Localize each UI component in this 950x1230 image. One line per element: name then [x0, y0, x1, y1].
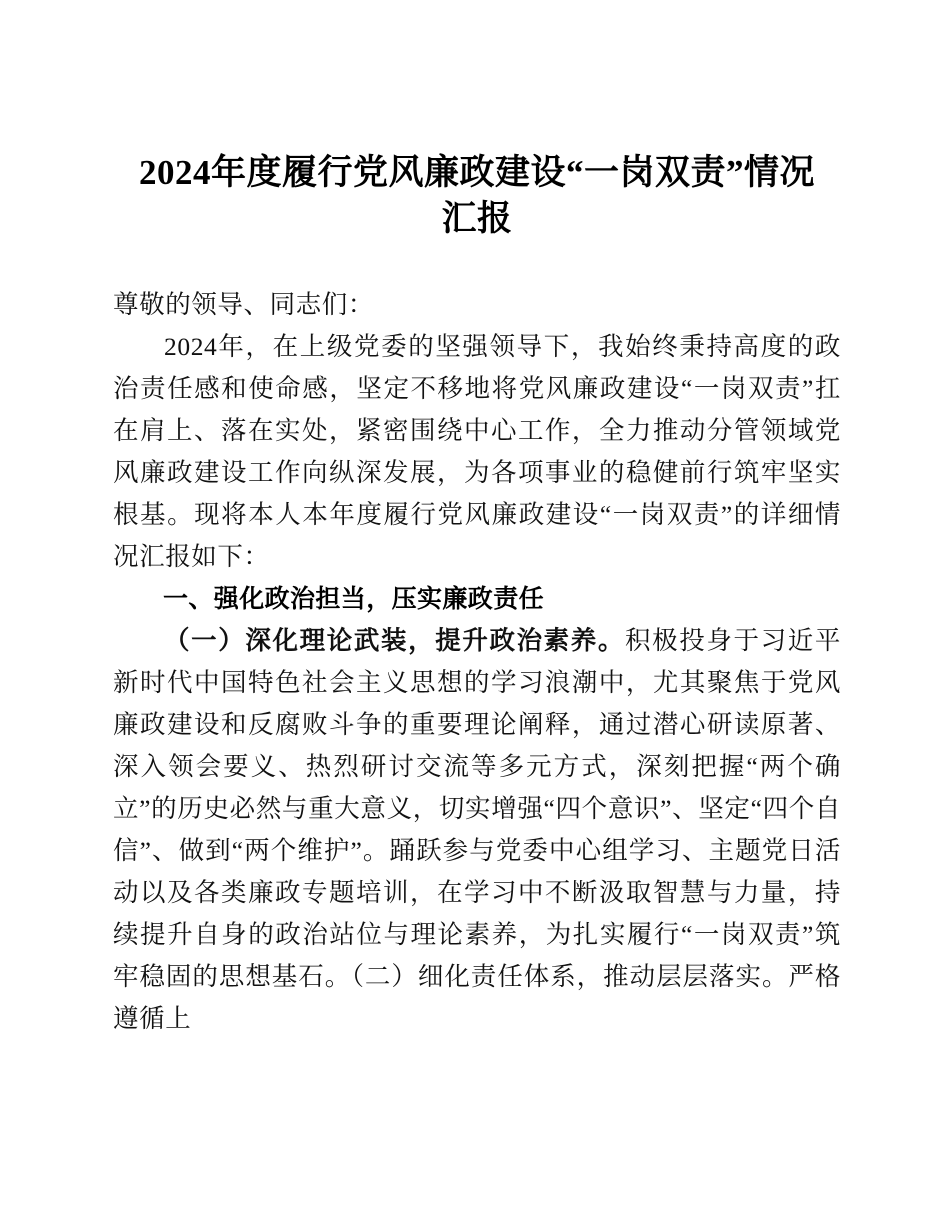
salutation-text: 尊敬的领导、同志们： — [113, 290, 375, 319]
intro-paragraph: 2024年，在上级党委的坚强领导下，我始终秉持高度的政治责任感和使命感，坚定不移地将党风廉政建设“一岗双责”扛在肩上、落在实处，紧密围绕中心工作，全力推动分管领域党风廉政建设工作向纵深发展，为各项事业的稳健前行筑牢坚实根基。现将本人本年度履行党风廉政建设“一岗双责”的详细情况汇报如下： — [113, 332, 841, 571]
page-title-line-1: 2024年度履行党风廉政建设“一岗双责”情况 — [138, 153, 815, 192]
page-title-line-2: 汇报 — [441, 199, 513, 238]
section-heading-1: 一、强化政治担当，压实廉政责任 — [163, 585, 545, 613]
subsection-1-paragraph — [113, 620, 841, 1040]
page-title — [113, 150, 841, 242]
subsection-1-body-text: 积极投身于习近平新时代中国特色社会主义思想的学习浪潮中，尤其聚焦于党风廉政建设和反腐败斗争的重要理论阐释，通过潜心研读原著、深入领会要义、热烈研讨交流等多元方式，深刻把握“两个确立”的历史必然与重大意义，切实增强“四个意识”、坚定“四个自信”、做到“两个维护”。踊跃参与党委中心组学习、主题党日活动以及各类廉政专题培训，在学习中不断汲取智慧与力量，持续提升自身的政治站位与理论素养，为扎实履行“一岗双责”筑牢稳固的思想基石。（二）细化责任体系，推动层层落实。严格遵循上 — [113, 626, 841, 1033]
document-body — [113, 150, 841, 1040]
subsection-1-bold-lead: （一）深化理论武装，提升政治素养。 — [164, 626, 626, 655]
